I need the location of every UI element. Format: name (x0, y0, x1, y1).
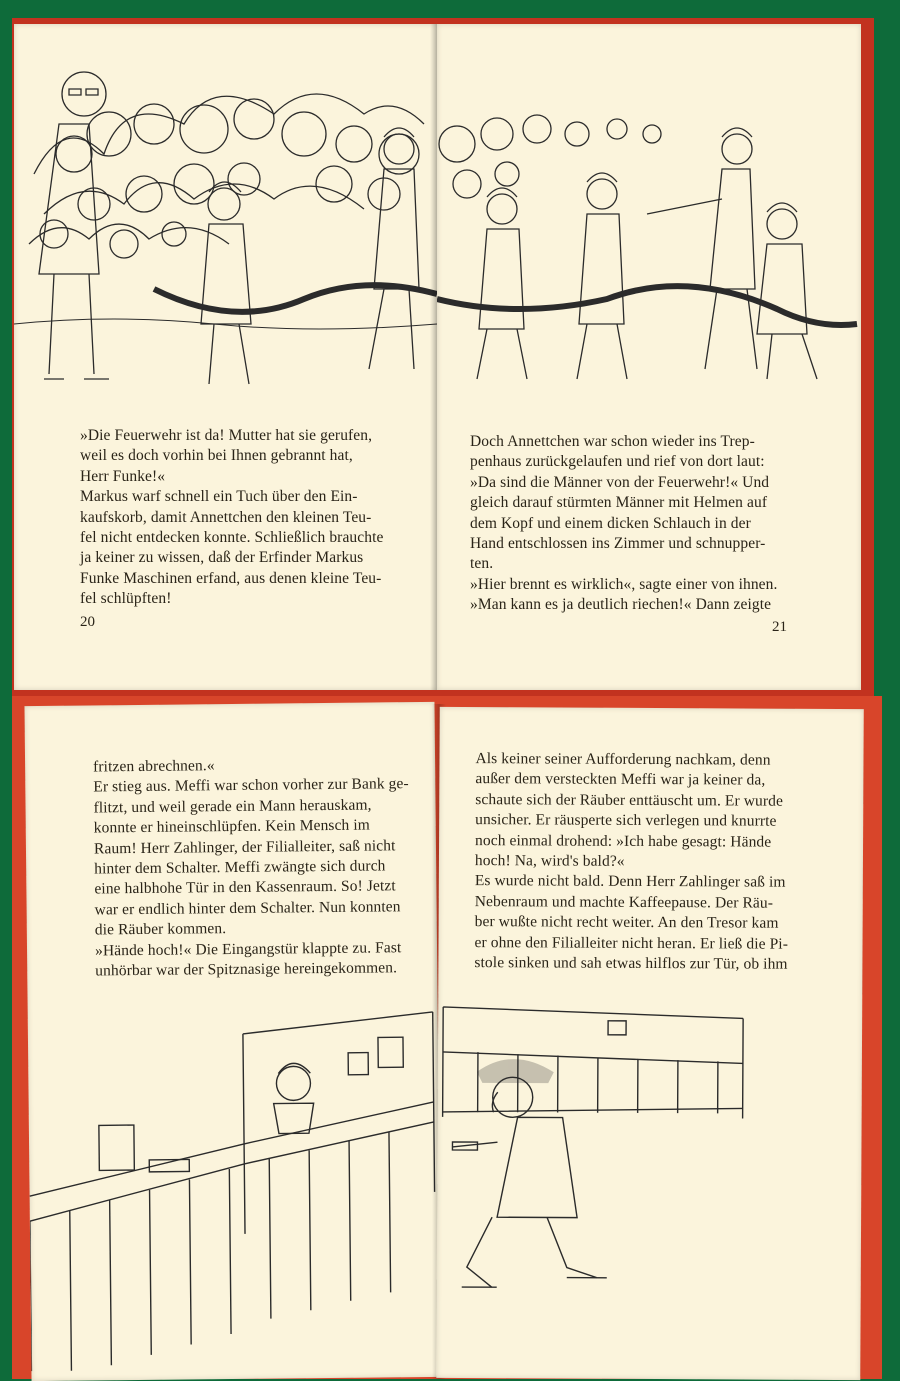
bottom-left-page (24, 702, 441, 1381)
firefighter-illustration-left (14, 34, 437, 404)
bottom-left-text: fritzen abrechnen.« Er stieg aus. Meffi war schon vorher zur Bank ge- flitzt, und weil gerade ein Mann herauskam, konnte er hineinschlüpfen. Kein Mensch im Raum! Herr Zahlinger, der Filialleiter, saß nicht hinter dem Schalter. Meffi zwängte sich durch eine halbhohe Tür in den Kassenraum. So! Jetzt war er endlich hinter dem Schalter. Nun konnten die Räuber kommen. »Hände hoch!« Die Eingangstür klappte zu. Fast unhörbar war der Spitznasige hereingekommen. (93, 757, 409, 980)
robber-illustration (436, 992, 862, 1374)
page-number-20: 20 (80, 614, 95, 630)
top-right-text: Doch Annettchen war schon wieder ins Trep- penhaus zurückgelaufen und rief von dort laut: »Da sind die Männer von der Feuerwehr!« Und gleich darauf stürmten Männer mit Helmen auf dem Kopf und einem dicken Schlauch in der Hand entschlossen ins Zimmer und schnupper- ten. »Hier brennt es wirklich«, sagte einer von ihnen. »Man kann es ja deutlich riechen!« Dann zeigte (470, 433, 778, 614)
bottom-right-text: Als keiner seiner Aufforderung nachkam, denn außer dem versteckten Meffi war ja keiner da, schaute sich der Räuber enttäuscht um. Er wurde unsicher. Er räusperte sich verlegen und knurrte noch einmal drohend: »Ich habe gesagt: Hände hoch! Na, wird's bald?« Es wurde nicht bald. Denn Herr Zahlinger saß im Nebenraum und machte Kaffeepause. Der Räu- ber wußte nicht recht weiter. An den Tresor kam er ohne den Filialleiter nicht heran. Er ließ die Pi- stole sinken und sah etwas hilflos zur Tür, ob ihm (474, 750, 789, 973)
page-number-21: 21 (772, 619, 787, 635)
firefighter-illustration-right (437, 34, 861, 404)
top-left-text: »Die Feuerwehr ist da! Mutter hat sie gerufen, weil es doch vorhin bei Ihnen gebrannt hat, Herr Funke!« Markus warf schnell ein Tuch über den Ein- kaufskorb, damit Annettchen den kleinen Teu- fel nicht entdecken konnte. Schließlich brauchte ja keiner zu wissen, daß der Erfinder Markus Funke Maschinen erfand, aus denen kleine Teu- fel schlüpften! (80, 427, 384, 608)
bank-counter-illustration (28, 992, 442, 1381)
top-right-page (437, 24, 861, 690)
top-left-page (14, 24, 437, 690)
bottom-book (0, 690, 900, 1379)
bottom-right-page (436, 707, 864, 1380)
